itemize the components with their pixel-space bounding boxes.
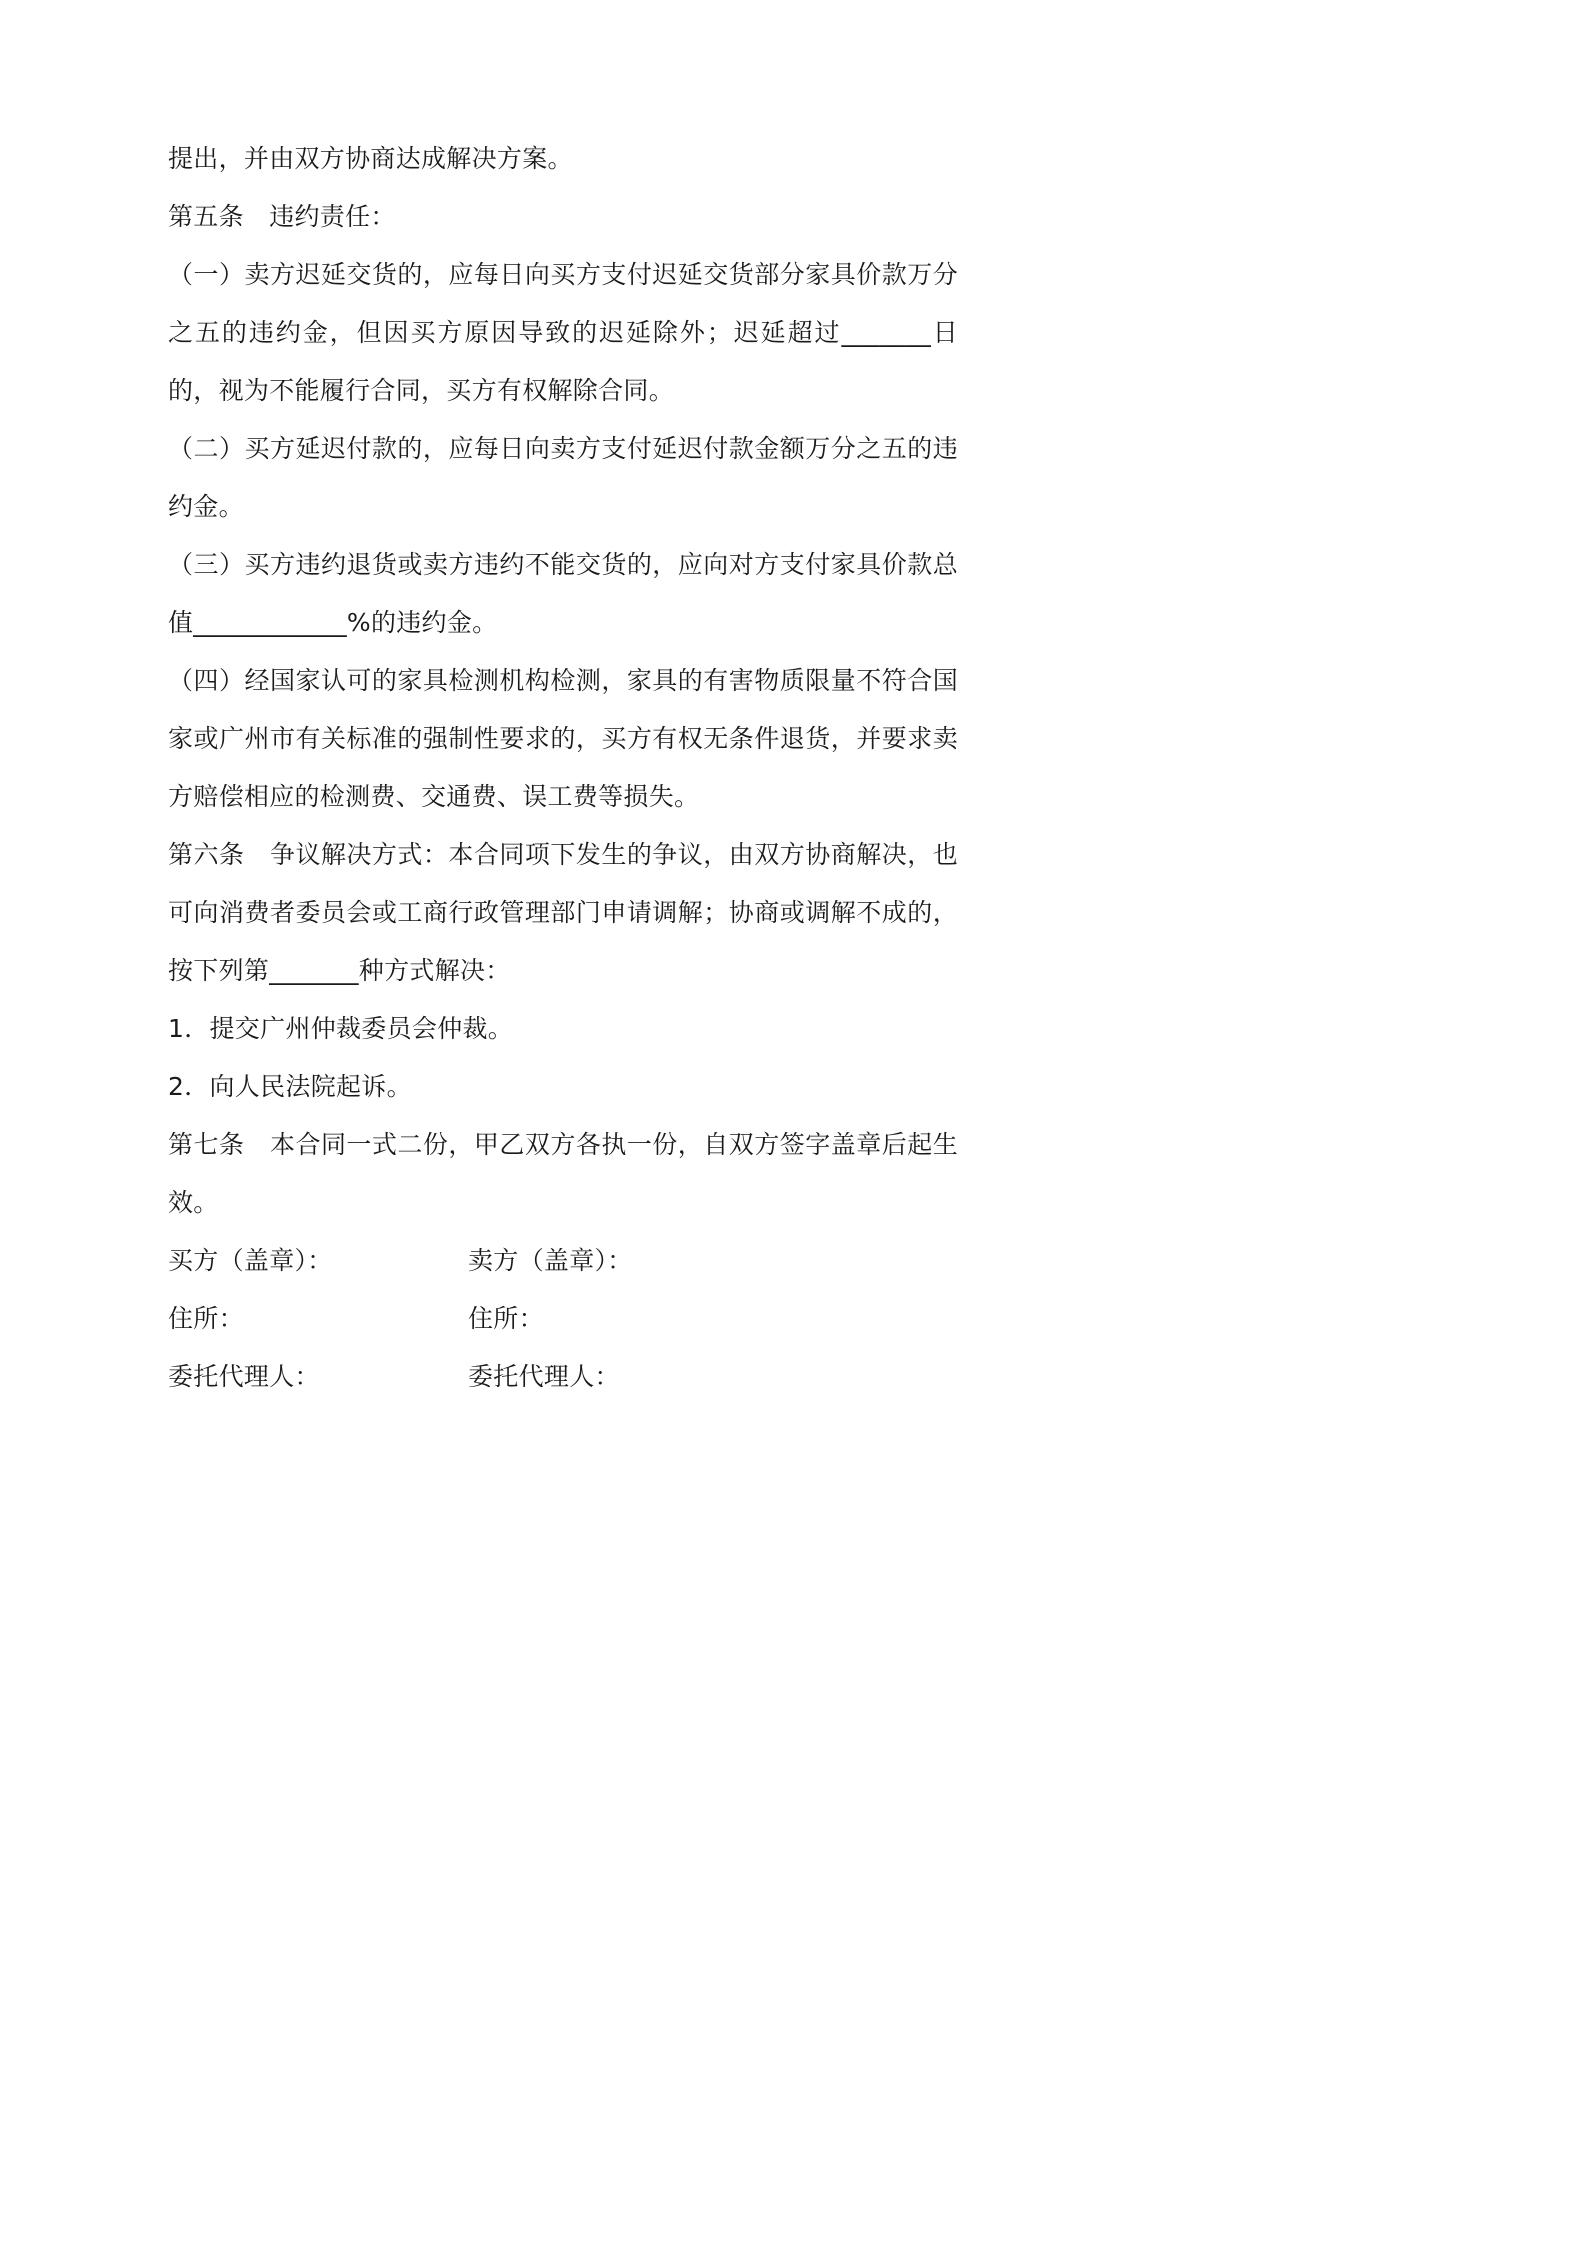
article-6-dispute-resolution: 第六条 争议解决方式：本合同项下发生的争议，由双方协商解决，也可向消费者委员会或工商行政管理部门申请调解；协商或调解不成的，按下列第_______种方式解决： bbox=[168, 840, 958, 985]
signature-row-seal bbox=[168, 1232, 958, 1290]
article-5-clause-3: （三）买方违约退货或卖方违约不能交货的，应向对方支付家具价款总值____________%的违约金。 bbox=[168, 550, 958, 637]
buyer-address-label: 住所： bbox=[168, 1304, 244, 1333]
buyer-seal-label: 买方（盖章）： bbox=[168, 1246, 333, 1275]
dispute-option-2: 2．向人民法院起诉。 bbox=[168, 1072, 412, 1101]
document-page bbox=[0, 0, 1102, 1559]
buyer-agent-label: 委托代理人： bbox=[168, 1362, 320, 1391]
signature-row-agent bbox=[168, 1348, 958, 1406]
seller-address-label: 住所： bbox=[468, 1304, 544, 1333]
contract-body bbox=[168, 130, 958, 1406]
signature-row-address bbox=[168, 1290, 958, 1348]
article-7-copies: 第七条 本合同一式二份，甲乙双方各执一份，自双方签字盖章后起生效。 bbox=[168, 1130, 958, 1217]
article-5-clause-4: （四）经国家认可的家具检测机构检测，家具的有害物质限量不符合国家或广州市有关标准的强制性要求的，买方有权无条件退货，并要求卖方赔偿相应的检测费、交通费、误工费等损失。 bbox=[168, 666, 958, 811]
seller-seal-label: 卖方（盖章）： bbox=[468, 1246, 633, 1275]
paragraph-continuation: 提出，并由双方协商达成解决方案。 bbox=[168, 144, 573, 173]
article-5-heading: 第五条 违约责任： bbox=[168, 202, 396, 231]
article-5-clause-2: （二）买方延迟付款的，应每日向卖方支付延迟付款金额万分之五的违约金。 bbox=[168, 434, 958, 521]
article-5-clause-1: （一）卖方迟延交货的，应每日向买方支付迟延交货部分家具价款万分之五的违约金，但因买方原因导致的迟延除外；迟延超过_______日的，视为不能履行合同，买方有权解除合同。 bbox=[168, 260, 958, 405]
seller-agent-label: 委托代理人： bbox=[468, 1362, 620, 1391]
dispute-option-1: 1．提交广州仲裁委员会仲裁。 bbox=[168, 1014, 514, 1043]
